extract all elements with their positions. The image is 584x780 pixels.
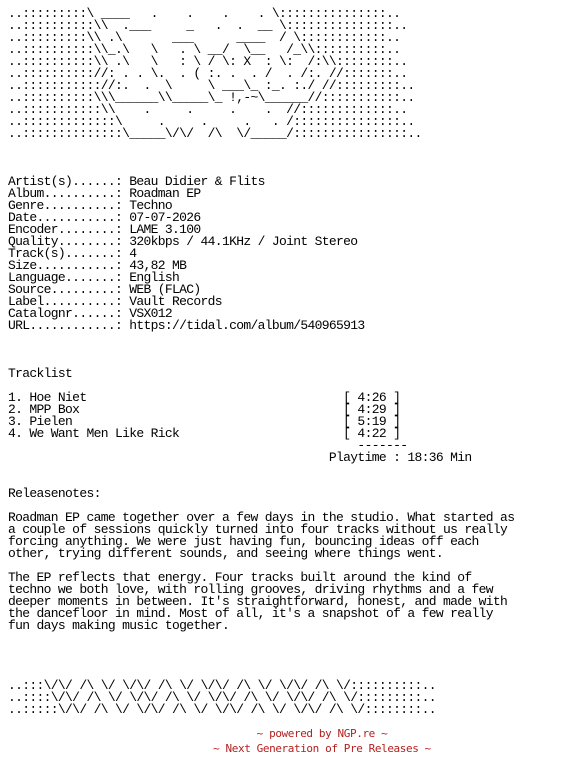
logo-line: ..:::::::::\ ____ . . . . \:::::::::::::::.. (8, 6, 401, 21)
logo-line: ..:::::::::::\\ . . . . //:::::::::::::.. (8, 102, 408, 117)
blank-line (8, 140, 514, 152)
info-artist: Artist(s)......: Beau Didier & Flits (8, 174, 265, 189)
info-language: Language.......: English (8, 270, 180, 285)
track-row: 1. Hoe Niet [ 4:26 ] (8, 390, 401, 405)
track-row: 4. We Want Men Like Rick [ 4:22 ] (8, 426, 401, 441)
blank-line (8, 464, 514, 476)
info-source: Source.........: WEB (FLAC) (8, 282, 201, 297)
releasenotes-line: techno we both love, with rolling grooves, driving rhythms and a few (8, 582, 493, 597)
logo-line: ..:::::::::\\ .\ ___ ____ / \::::::::::::.. (8, 30, 401, 45)
blank-line (8, 656, 514, 668)
tracklist-heading: Tracklist (8, 366, 73, 381)
info-date: Date...........: 07-07-2026 (8, 210, 201, 225)
info-album: Album..........: Roadman EP (8, 186, 201, 201)
logo-line: ..::::::::::\\ .\ \ : \ / \: X : \: /:\\::::::::.. (8, 54, 408, 69)
bottom-art-line: ..:::\/\/ /\ \/ \/\/ /\ \/ \/\/ /\ \/ \/\/ /\ \/::::::::::.. (8, 678, 436, 693)
nfo-text (8, 8, 514, 716)
playtime: Playtime : 18:36 Min (8, 450, 472, 465)
logo-line: ..::::::::::\\_.\ \ . \ __/ \__ /_\\::::::::::.. (8, 42, 401, 57)
info-genre: Genre..........: Techno (8, 198, 173, 213)
info-quality: Quality........: 320kbps / 44.1KHz / Joint Stereo (8, 234, 358, 249)
footer-tagline: ~ Next Generation of Pre Releases ~ (213, 742, 431, 755)
bottom-art-line: ..::::\/\/ /\ \/ \/\/ /\ \/ \/\/ /\ \/ \/\/ /\ \/:::::::::.. (8, 690, 436, 705)
info-tracks: Track(s).......: 4 (8, 246, 137, 261)
info-size: Size...........: 43,82 MB (8, 258, 187, 273)
logo-line: ..::::::::::\\\______\\_____\_ !,-~\______//:::::::::::.. (8, 90, 415, 105)
releasenotes-line: fun days making music together. (8, 618, 230, 633)
track-row: 3. Pielen [ 5:19 ] (8, 414, 401, 429)
tracks-rule: ------- (8, 438, 408, 453)
blank-line (8, 332, 514, 344)
releasenotes-line: a couple of sessions quickly turned into four tracks without us really (8, 522, 508, 537)
logo-line: ..:::::::::://: . . \. . ( :. . . / . /:. //:::::::.. (8, 66, 408, 81)
info-catalognr: Catalognr......: VSX012 (8, 306, 173, 321)
bottom-art-line: ..:::::\/\/ /\ \/ \/\/ /\ \/ \/\/ /\ \/ \/\/ /\ \/::::::::.. (8, 702, 436, 717)
logo-line: ..::::::::::://:. . \ \ ___\_ :_. :./ //:::::::::.. (8, 78, 415, 93)
releasenotes-line: The EP reflects that energy. Four tracks built around the kind of (8, 570, 472, 585)
blank-line (8, 644, 514, 656)
logo-line: ..::::::::::::::\_____\/\/ /\ \/_____/::::::::::::::::.. (8, 126, 422, 141)
releasenotes-line: deeper moments in between. It's straightforward, honest, and made with (8, 594, 508, 609)
releasenotes-line: forcing anything. We were just having fun, bouncing ideas off each (8, 534, 479, 549)
info-label: Label..........: Vault Records (8, 294, 222, 309)
blank-line (8, 356, 514, 368)
blank-line (8, 632, 514, 644)
releasenotes-line: Roadman EP came together over a few days in the studio. What started as (8, 510, 515, 525)
logo-line: ..::::::::::\\ .___ _ . . __ \:::::::::::::::.. (8, 18, 408, 33)
releasenotes-line: other, trying different sounds, and seeing where things went. (8, 546, 444, 561)
releasenotes-heading: Releasenotes: (8, 486, 101, 501)
blank-line (8, 152, 514, 164)
track-row: 2. MPP Box [ 4:29 ] (8, 402, 401, 417)
footer-powered-by: ~ powered by NGP.re ~ (256, 727, 388, 740)
info-url: URL............: https://tidal.com/album/540965913 (8, 318, 365, 333)
releasenotes-line: the dancefloor in mind. Most of all, it's a snapshot of a few really (8, 606, 493, 621)
logo-line: ..:::::::::::::\ . . . . /:::::::::::::::.. (8, 114, 415, 129)
blank-line (8, 344, 514, 356)
info-encoder: Encoder........: LAME 3.100 (8, 222, 201, 237)
